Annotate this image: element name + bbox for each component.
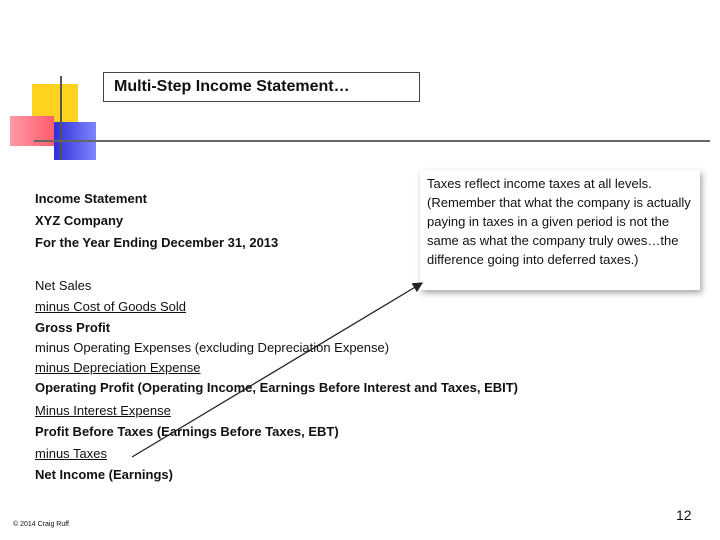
statement-header-title: Income Statement <box>35 191 147 206</box>
taxes-callout-box: Taxes reflect income taxes at all levels. (Remember that what the company is actually paying in taxes in a given period is not the same as what the company truly owes…the difference going into deferred taxes.) <box>420 170 700 290</box>
line-net-income: Net Income (Earnings) <box>35 467 173 482</box>
line-gross-profit: Gross Profit <box>35 320 111 335</box>
line-operating-expenses: minus Operating Expenses (excluding Depreciation Expense) <box>35 340 390 355</box>
line-profit-before-taxes: Profit Before Taxes (Earnings Before Taxes, EBT) <box>35 424 339 439</box>
line-operating-profit: Operating Profit (Operating Income, Earnings Before Interest and Taxes, EBIT) <box>35 380 519 395</box>
page-number: 12 <box>676 507 692 523</box>
line-taxes: minus Taxes <box>35 446 108 461</box>
slide-title: Multi-Step Income Statement… <box>103 72 420 102</box>
statement-header-period: For the Year Ending December 31, 2013 <box>35 235 279 250</box>
line-depreciation-expense: minus Depreciation Expense <box>35 360 201 375</box>
line-net-sales: Net Sales <box>35 278 92 293</box>
statement-header-company: XYZ Company <box>35 213 124 228</box>
arrow-line <box>132 283 422 457</box>
line-cost-of-goods-sold: minus Cost of Goods Sold <box>35 299 187 314</box>
line-interest-expense: Minus Interest Expense <box>35 403 171 418</box>
copyright-notice: © 2014 Craig Ruff <box>13 521 70 528</box>
